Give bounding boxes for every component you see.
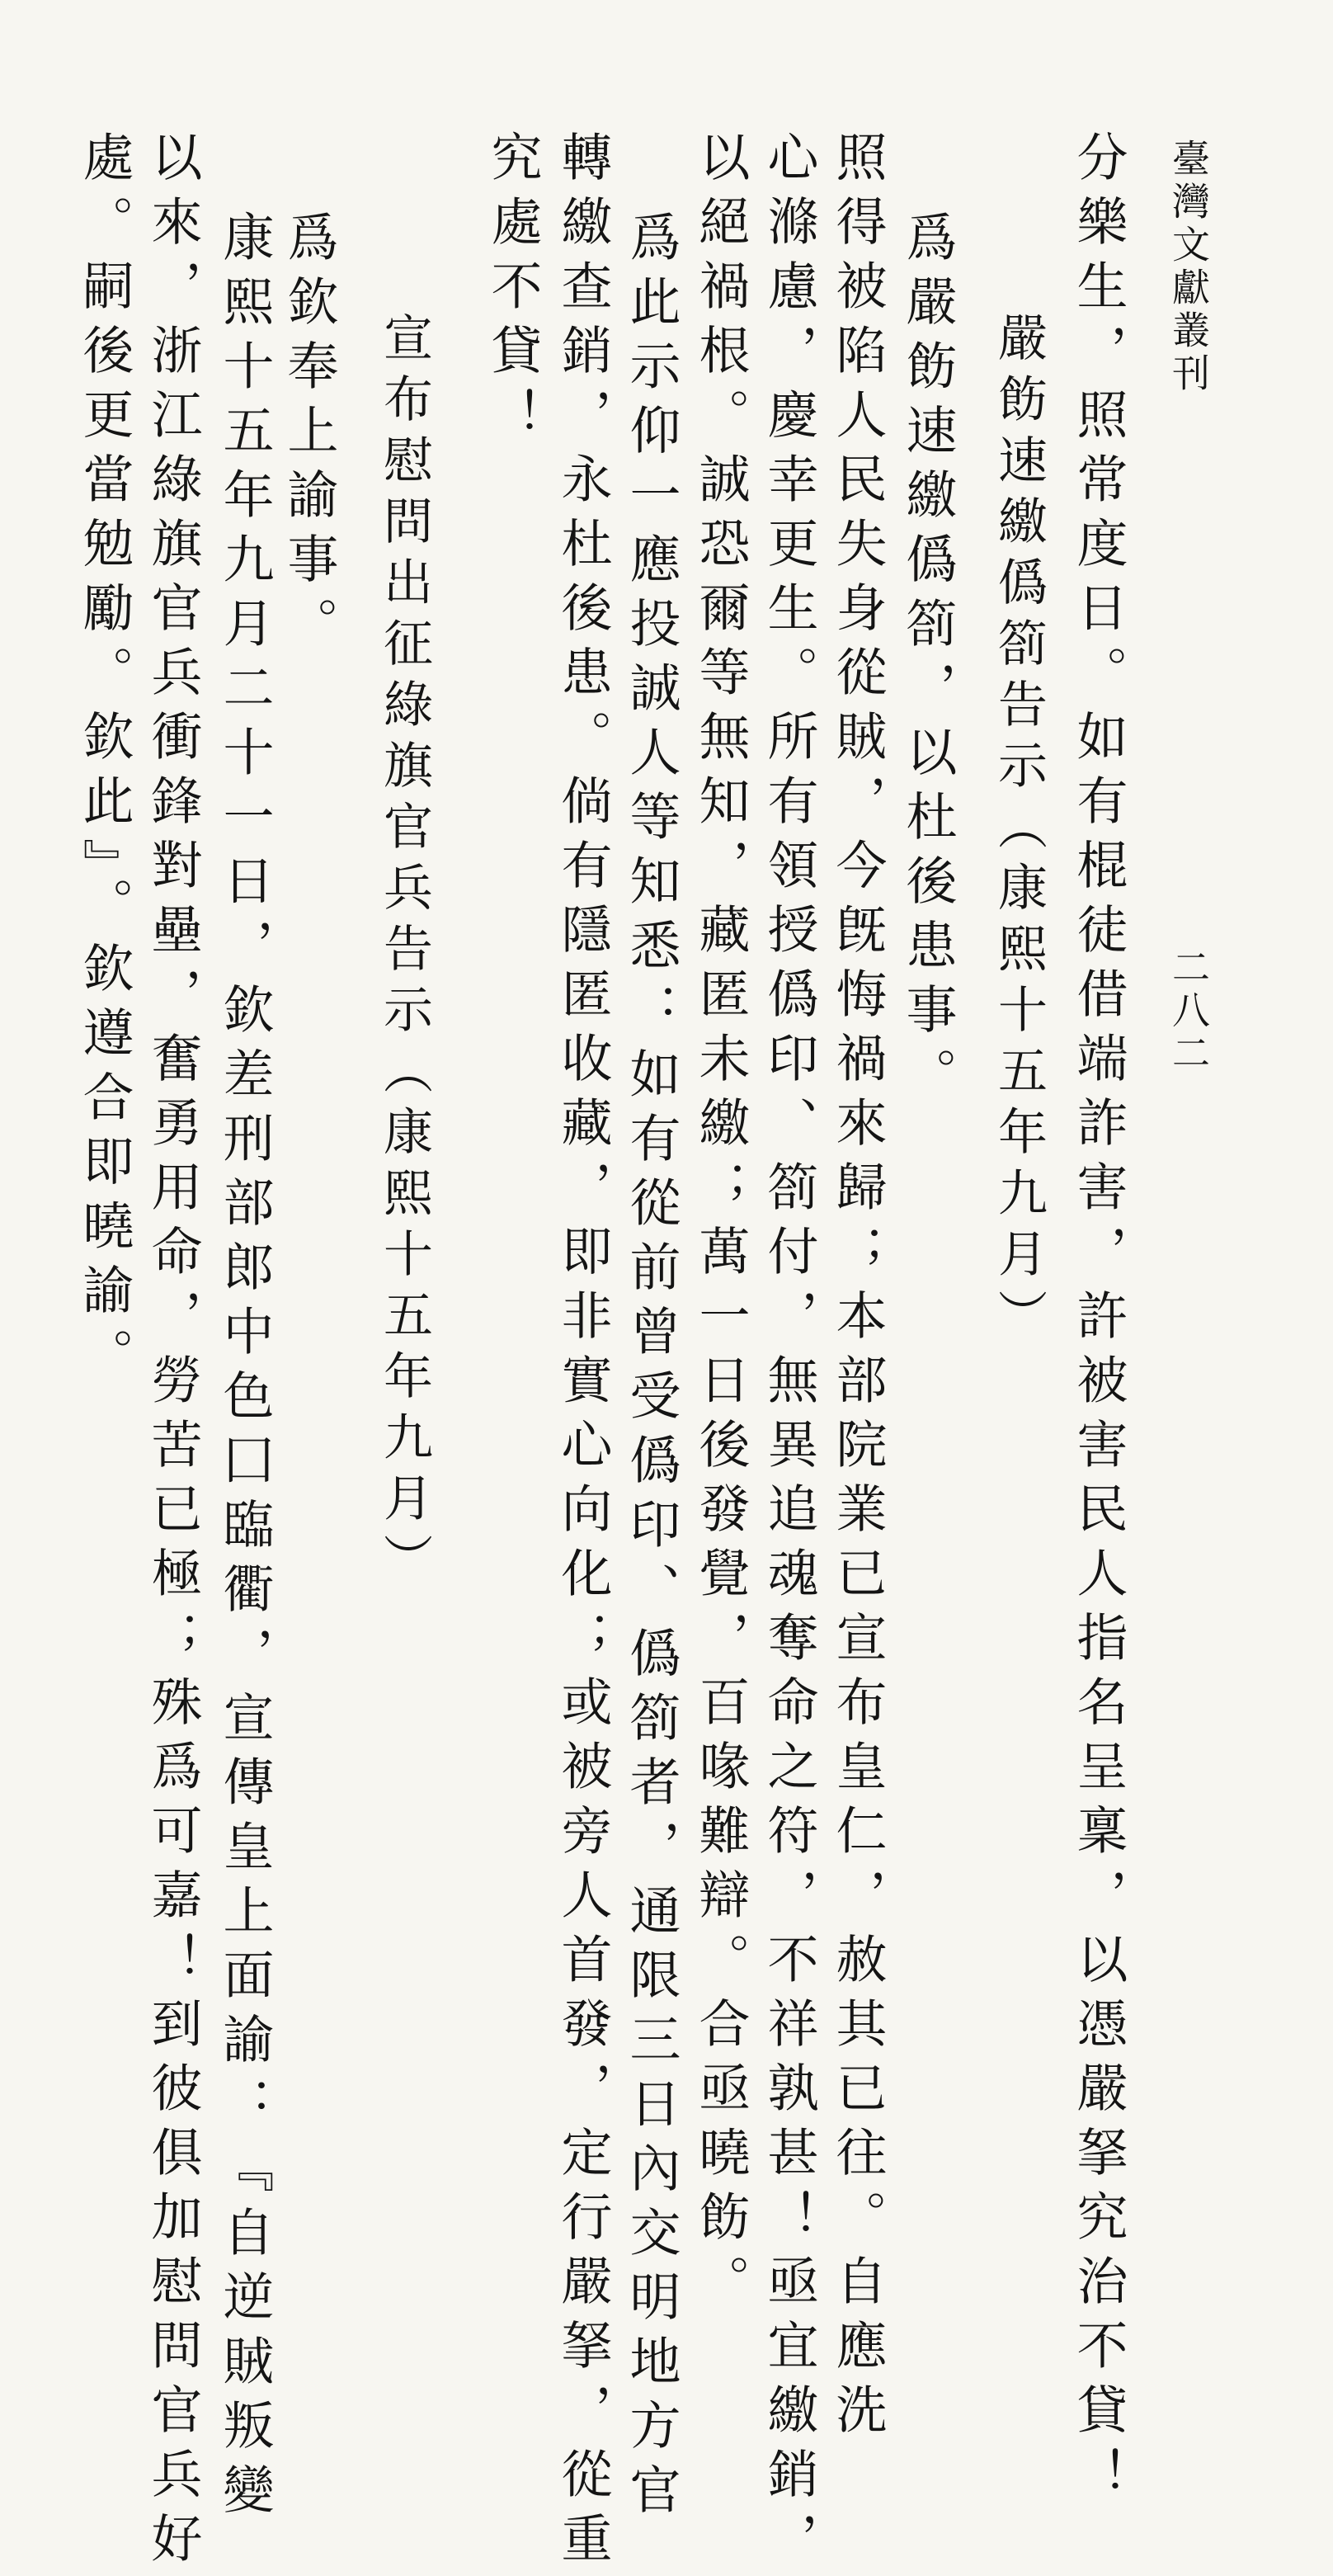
text-column-6: 以絕禍根。誠恐爾等無知，藏匿未繳；萬一日後發覺，百喙難辯。合亟曉飭。 xyxy=(690,130,751,2319)
text-column-13: 以來，浙江綠旗官兵衝鋒對壘，奮勇用命，勞苦已極；殊爲可嘉！到彼俱加慰問官兵好 xyxy=(143,130,203,2576)
text-column-7: 爲此示仰一應投誠人等知悉：如有從前曾受僞印、僞箚者，通限三日內交明地方官 xyxy=(621,210,681,2527)
text-column-11: 爲欽奉上諭事。 xyxy=(279,210,339,661)
page-number: 二八二 xyxy=(1166,947,1211,1076)
series-title: 臺灣文獻叢刊 xyxy=(1166,139,1211,396)
text-column-3: 爲嚴飭速繳僞箚，以杜後患事。 xyxy=(897,210,958,1111)
section-title-1: 嚴飭速繳僞箚告示（康熙十五年九月） xyxy=(990,312,1048,1350)
text-column-14: 處。嗣後更當勉勵。欽此』。欽遵合即曉諭。 xyxy=(74,130,134,1392)
text-column-1: 分樂生，照常度日。如有棍徒借端詐害，許被害民人指名呈稟，以憑嚴拏究治不貸！ xyxy=(1068,130,1128,2512)
text-column-12: 康熙十五年九月二十一日，欽差刑部郎中色囗臨衢，宣傳皇上面諭：『自逆賊叛變 xyxy=(214,210,275,2527)
text-column-9: 究處不貸！ xyxy=(483,130,543,452)
text-column-8: 轉繳查銷，永杜後患。倘有隱匿收藏，即非實心向化；或被旁人首發，定行嚴拏，從重 xyxy=(553,130,613,2576)
section-title-2: 宣布慰問出征綠旗官兵告示（康熙十五年九月） xyxy=(375,312,433,1594)
text-column-4: 照得被陷人民失身從賊，今旣悔禍來歸；本部院業已宣布皇仁，赦其已往。自應洗 xyxy=(827,130,888,2447)
text-column-5: 心滌慮，慶幸更生。所有領授僞印、箚付，無異追魂奪命之符，不祥孰甚！亟宜繳銷， xyxy=(759,130,819,2576)
